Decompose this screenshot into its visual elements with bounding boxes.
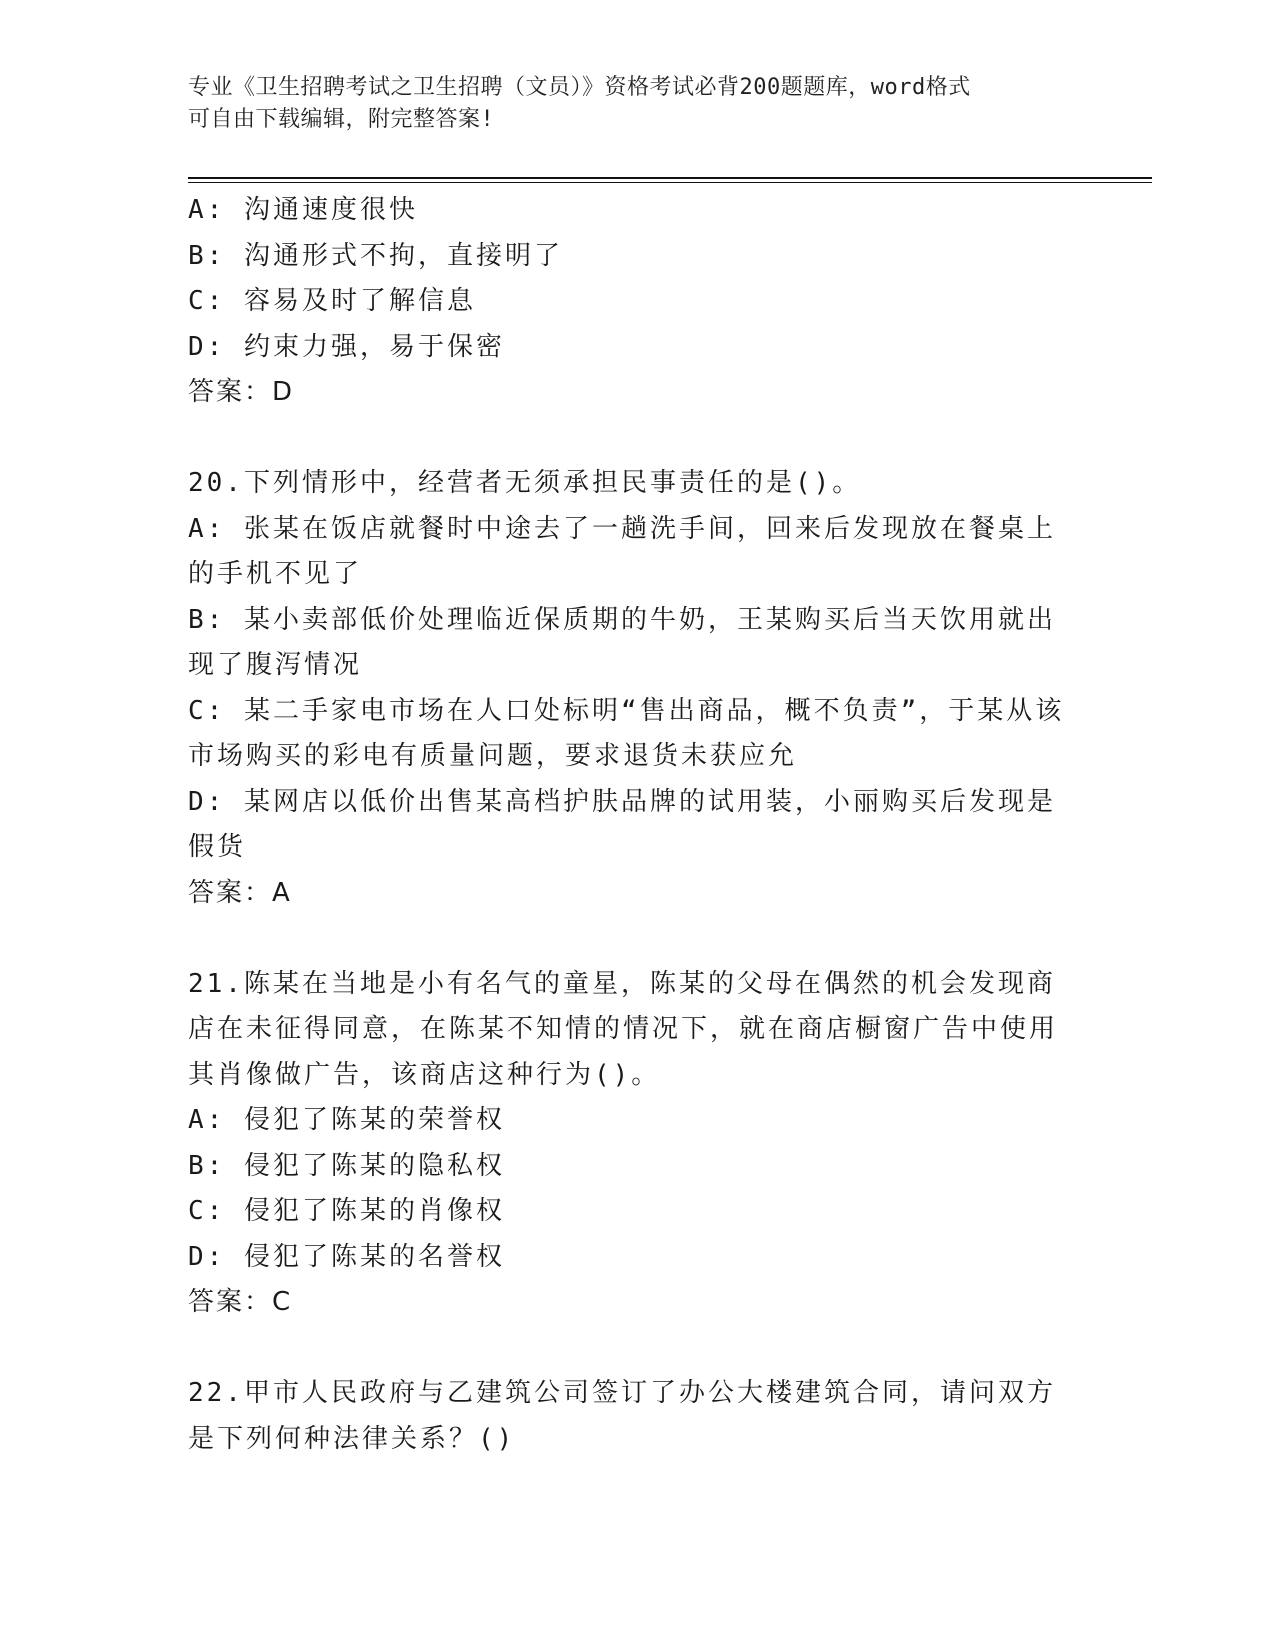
- question-stem: 22.甲市人民政府与乙建筑公司签订了办公大楼建筑合同，请问双方是下列何种法律关系？(): [188, 1378, 1056, 1454]
- option-b: B: 侵犯了陈某的隐私权: [188, 1150, 505, 1181]
- answer-line: 答案：D: [188, 377, 295, 407]
- option-c: C: 侵犯了陈某的肖像权: [188, 1196, 505, 1226]
- header-divider-thin: [188, 182, 1152, 183]
- question-stem: 21.陈某在当地是小有名气的童星，陈某的父母在偶然的机会发现商店在未征得同意，在陈某不知情的情况下，就在商店橱窗广告中使用其肖像做广告，该商店这种行为()。: [188, 968, 1059, 1090]
- header-title-line-1: 专业《卫生招聘考试之卫生招聘（文员）》资格考试必背200题题库，word格式: [188, 75, 971, 100]
- option-d: D: 某网店以低价出售某高档护肤品牌的试用装，小丽购买后发现是假货: [188, 786, 1056, 862]
- option-a: A: 张某在饭店就餐时中途去了一趟洗手间，回来后发现放在餐桌上的手机不见了: [188, 513, 1056, 589]
- question-19: [188, 188, 1068, 416]
- option-c: C: 容易及时了解信息: [188, 286, 476, 316]
- header-title-line-2: 可自由下载编辑，附完整答案!: [188, 107, 495, 132]
- answer-line: 答案：A: [188, 877, 292, 908]
- spacer: [188, 1326, 1068, 1372]
- spacer: [188, 916, 1068, 962]
- option-d: D: 侵犯了陈某的名誉权: [188, 1241, 505, 1272]
- option-d: D: 约束力强，易于保密: [188, 331, 505, 362]
- option-a: A: 沟通速度很快: [188, 195, 418, 225]
- document-header: [188, 72, 1068, 136]
- option-b: B: 沟通形式不拘，直接明了: [188, 240, 563, 271]
- question-21: [188, 962, 1068, 1326]
- question-stem: 20.下列情形中，经营者无须承担民事责任的是()。: [188, 468, 862, 498]
- header-divider-thick: [188, 177, 1152, 179]
- option-b: B: 某小卖部低价处理临近保质期的牛奶，王某购买后当天饮用就出现了腹泻情况: [188, 604, 1056, 680]
- question-22: [188, 1371, 1068, 1462]
- option-c: C: 某二手家电市场在人口处标明“售出商品，概不负责”，于某从该市场购买的彩电有质量问题，要求退货未获应允: [188, 695, 1065, 771]
- answer-line: 答案：C: [188, 1287, 293, 1317]
- option-a: A: 侵犯了陈某的荣誉权: [188, 1105, 505, 1135]
- question-list: [188, 188, 1068, 1462]
- spacer: [188, 416, 1068, 462]
- question-20: [188, 461, 1068, 916]
